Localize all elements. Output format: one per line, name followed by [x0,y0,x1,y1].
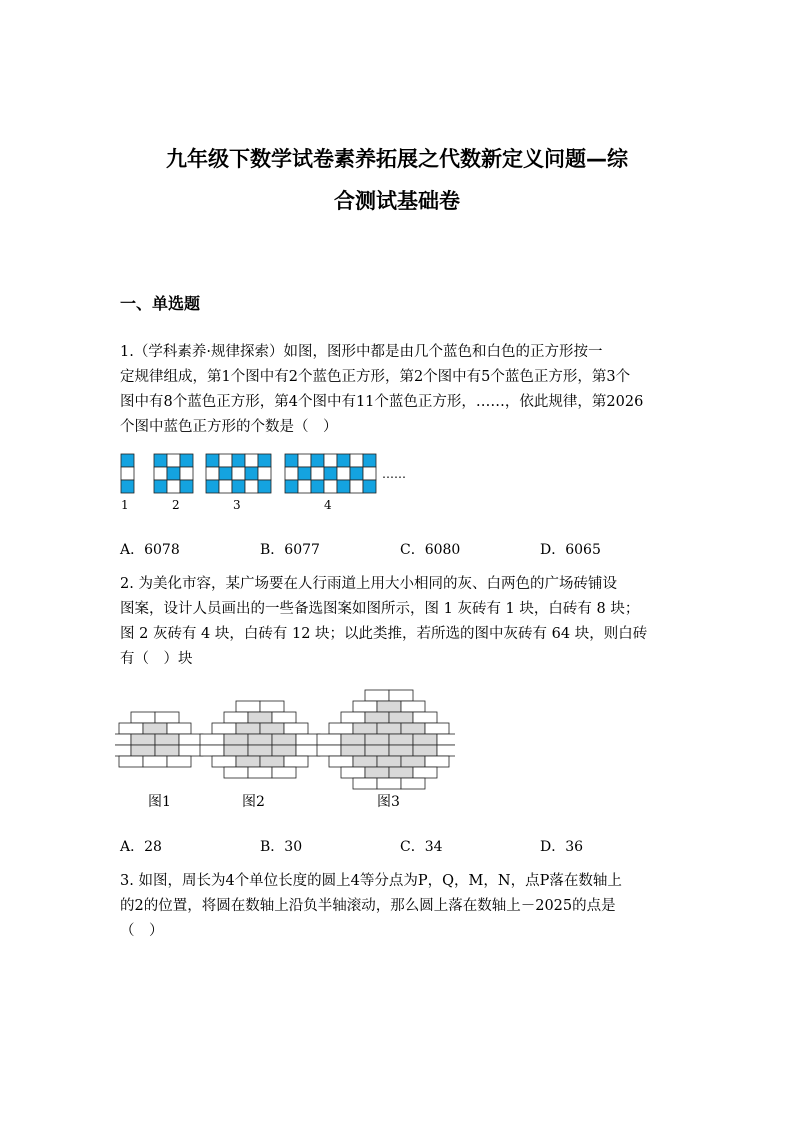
gray-brick [260,756,284,767]
pattern-square [232,454,245,467]
pattern-square [337,454,350,467]
white-brick [131,712,155,723]
pattern-square [285,454,298,467]
pattern-square [245,467,258,480]
white-brick [119,723,143,734]
gray-brick [413,745,437,756]
pattern-square [121,480,134,493]
white-brick [329,756,353,767]
gray-brick [155,745,179,756]
pattern-square [311,467,324,480]
pattern-square [337,480,350,493]
pattern-square [219,454,232,467]
white-brick [413,767,437,778]
white-brick [272,767,296,778]
white-brick [425,756,449,767]
gray-brick [365,712,389,723]
white-brick [212,756,236,767]
white-brick [317,745,341,756]
pattern-square [324,454,337,467]
pattern-square [232,467,245,480]
gray-brick [260,723,284,734]
white-brick [260,701,284,712]
pattern-square [350,454,363,467]
gray-brick [131,745,155,756]
gray-brick [248,734,272,745]
pattern-square [258,467,271,480]
white-brick [401,701,425,712]
white-brick [437,734,455,745]
white-brick [329,723,353,734]
white-brick [296,734,320,745]
white-brick [115,734,131,745]
gray-brick [341,734,365,745]
pattern-square [167,454,180,467]
section-heading: 一、单选题 [120,294,201,313]
figure-label: 1 [121,498,129,512]
gray-brick [353,723,377,734]
gray-brick [377,701,401,712]
gray-brick [377,723,401,734]
pattern-square [337,467,350,480]
white-brick [377,778,401,789]
white-brick [179,745,203,756]
figure-label: 图3 [377,794,400,810]
white-brick [437,745,455,756]
white-brick [284,723,308,734]
gray-brick [353,756,377,767]
question-1-line: 定规律组成，第1个图中有2个蓝色正方形，第2个图中有5个蓝色正方形，第3个 [120,369,631,385]
white-brick [224,767,248,778]
option-d[interactable]: D．6065 [540,542,601,558]
question-2-line: 2. 为美化市容，某广场要在人行雨道上用大小相同的灰、白两色的广场砖铺设 [120,576,617,592]
white-brick [341,712,365,723]
pattern-square [121,454,134,467]
gray-brick [131,734,155,745]
white-brick [317,734,341,745]
white-brick [200,734,224,745]
white-brick [248,767,272,778]
white-brick [353,701,377,712]
gray-brick [272,734,296,745]
gray-brick [236,756,260,767]
gray-brick [155,734,179,745]
pattern-square [350,467,363,480]
white-brick [284,756,308,767]
pattern-square [206,467,219,480]
figure-label: 3 [233,498,241,512]
pattern-square [363,467,376,480]
pattern-square [167,480,180,493]
pattern-square [121,467,134,480]
figure-label: 图2 [242,794,265,810]
option-a[interactable]: A．6078 [120,542,180,558]
pattern-square [258,454,271,467]
pattern-square [298,480,311,493]
figure-label: 2 [172,498,180,512]
white-brick [179,734,203,745]
pattern-square [154,467,167,480]
question-3-line: 3. 如图，周长为4个单位长度的圆上4等分点为P，Q，M，N，点P落在数轴上 [120,873,622,889]
pattern-square [219,467,232,480]
pattern-square [311,454,324,467]
gray-brick [248,712,272,723]
gray-brick [224,734,248,745]
question-2-line: 有（ ）块 [120,651,193,667]
pattern-square [298,467,311,480]
white-brick [341,767,365,778]
pattern-square [206,480,219,493]
pattern-square [180,467,193,480]
pattern-square [154,454,167,467]
option-c[interactable]: C．6080 [400,542,461,558]
white-brick [425,723,449,734]
gray-brick [401,723,425,734]
white-brick [236,701,260,712]
pattern-square [363,454,376,467]
pattern-square [245,480,258,493]
question-3-line: （ ） [120,923,164,939]
pattern-square [298,454,311,467]
pattern-square [285,480,298,493]
question-1-line: 1.（学科素养·规律探索）如图，图形中都是由几个蓝色和白色的正方形按一 [120,344,603,360]
pattern-square [206,454,219,467]
question-1-line: 图中有8个蓝色正方形，第4个图中有11个蓝色正方形，……，依此规律，第2026 [120,394,644,410]
white-brick [413,712,437,723]
question-1-text [120,340,680,440]
figure-label: 4 [324,498,332,512]
white-brick [119,756,143,767]
pattern-square [258,480,271,493]
pattern-square [311,480,324,493]
document-title-line-1: 九年级下数学试卷素养拓展之代数新定义问题—综 [166,147,628,171]
gray-brick [389,712,413,723]
white-brick [272,712,296,723]
gray-brick [389,734,413,745]
gray-brick [401,756,425,767]
gray-brick [365,767,389,778]
pattern-square [350,480,363,493]
option-c[interactable]: C．34 [400,839,443,855]
white-brick [167,723,191,734]
white-brick [200,745,224,756]
gray-brick [143,723,167,734]
gray-brick [236,723,260,734]
gray-brick [389,745,413,756]
pattern-square [324,467,337,480]
pattern-square [245,454,258,467]
gray-brick [413,734,437,745]
gray-brick [248,745,272,756]
pattern-square [180,454,193,467]
white-brick [389,690,413,701]
white-brick [143,756,167,767]
gray-brick [377,756,401,767]
white-brick [224,712,248,723]
question-3-line: 的2的位置，将圆在数轴上沿负半轴滚动，那么圆上落在数轴上－2025的点是 [120,898,616,914]
gray-brick [272,745,296,756]
white-brick [353,778,377,789]
pattern-square [232,480,245,493]
white-brick [401,778,425,789]
question-3-text [120,869,680,944]
question-1-line: 个图中蓝色正方形的个数是（ ） [120,419,338,435]
pattern-square [285,467,298,480]
option-b[interactable]: B．30 [260,839,303,855]
ellipsis: …… [382,467,406,481]
pattern-square [363,480,376,493]
document-title-line-2: 合测试基础卷 [334,189,460,213]
option-a[interactable]: A．28 [120,839,162,855]
question-2-text [120,572,680,672]
figure-label: 图1 [148,794,171,810]
white-brick [155,712,179,723]
gray-brick [224,745,248,756]
option-d[interactable]: D．36 [540,839,584,855]
question-2-line: 图案，设计人员画出的一些备选图案如图所示，图 1 灰砖有 1 块，白砖有 8 块； [120,601,640,617]
question-1-figure [115,450,435,518]
pattern-square [180,480,193,493]
gray-brick [365,745,389,756]
white-brick [365,690,389,701]
pattern-square [154,480,167,493]
white-brick [115,745,131,756]
option-b[interactable]: B．6077 [260,542,320,558]
question-2-figure [115,685,455,815]
white-brick [167,756,191,767]
gray-brick [389,767,413,778]
pattern-square [324,480,337,493]
pattern-square [167,467,180,480]
gray-brick [365,734,389,745]
question-2-line: 图 2 灰砖有 4 块，白砖有 12 块；以此类推，若所选的图中灰砖有 64 块，则白砖 [120,626,648,642]
white-brick [212,723,236,734]
gray-brick [341,745,365,756]
white-brick [296,745,320,756]
pattern-square [219,480,232,493]
